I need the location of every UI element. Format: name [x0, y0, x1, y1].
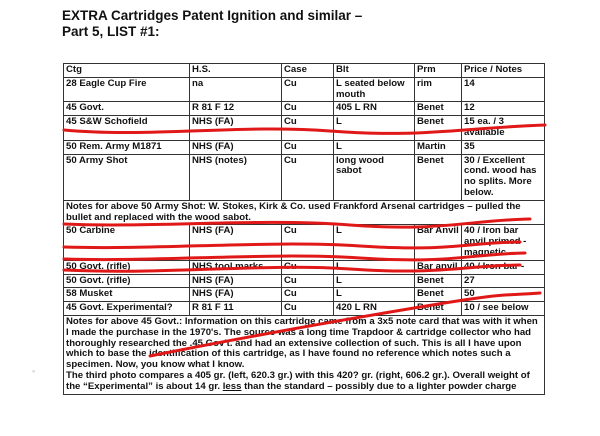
cell-hs: NHS (notes) [190, 154, 282, 200]
cell-price: 30 / Excellent cond. wood has no splits. More below. [462, 154, 545, 200]
cell-hs: R 81 F 12 [190, 102, 282, 116]
cell-ctg: 45 S&W Schofield [64, 116, 190, 141]
cell-blt: L [334, 116, 415, 141]
note-army-shot: Notes for above 50 Army Shot: W. Stokes, Kirk & Co. used Frankford Arsenal cartridges – pulled the bullet and replaced with the wood sabot. [64, 200, 545, 225]
cell-ctg: 45 Govt. [64, 102, 190, 116]
cell-case: Cu [282, 288, 334, 302]
note-row-army-shot [64, 200, 545, 225]
col-header-ctg: Ctg [64, 64, 190, 78]
cell-prm: Benet [415, 102, 462, 116]
cell-ctg: 50 Carbine [64, 225, 190, 260]
table-row-struck [64, 140, 545, 154]
cartridge-table [63, 63, 545, 395]
table-row [64, 154, 545, 200]
note-row-govt [64, 315, 545, 394]
cell-blt: L [334, 288, 415, 302]
cell-ctg: 45 Govt. Experimental? [64, 302, 190, 316]
document-title [62, 8, 362, 40]
cell-price: 14 [462, 77, 545, 102]
cell-blt: 405 L RN [334, 102, 415, 116]
cell-hs: R 81 F 11 [190, 302, 282, 316]
stray-mark: ◦ [32, 366, 36, 376]
cell-case: Cu [282, 274, 334, 288]
cell-price: 12 [462, 102, 545, 116]
cell-prm: rim [415, 77, 462, 102]
cell-hs: NHS (FA) [190, 288, 282, 302]
cell-case: Cu [282, 154, 334, 200]
col-header-price: Price / Notes [462, 64, 545, 78]
cell-ctg: 58 Musket [64, 288, 190, 302]
cell-ctg: 50 Rem. Army M1871 [64, 140, 190, 154]
col-header-prm: Prm [415, 64, 462, 78]
cell-hs: NHS (FA) [190, 274, 282, 288]
cell-case: Cu [282, 140, 334, 154]
table-row [64, 116, 545, 141]
cell-blt: L [334, 140, 415, 154]
cell-hs: NHS (FA) [190, 225, 282, 260]
cell-price: 10 / see below [462, 302, 545, 316]
table-row-struck [64, 302, 545, 316]
cell-blt: long wood sabot [334, 154, 415, 200]
table-row-struck [64, 288, 545, 302]
table-row [64, 225, 545, 260]
title-line-2: Part 5, LIST #1: [62, 24, 160, 39]
cell-prm: Benet [415, 288, 462, 302]
note-govt-text-a: The third photo compares a 405 gr. (left, 620.3 gr.) with this 420? gr. (right, 606.2 gr.). Overall weight of the “Experimental” is about 14 gr. [66, 369, 530, 392]
table-row-struck [64, 274, 545, 288]
cell-prm: Bar anvil [415, 260, 462, 274]
cell-price: 15 ea. / 3 available [462, 116, 545, 141]
table-header-row [64, 64, 545, 78]
cell-hs: NHS (FA) [190, 116, 282, 141]
cell-price: 27 [462, 274, 545, 288]
title-line-1: EXTRA Cartridges Patent Ignition and similar – [62, 8, 363, 23]
cell-price: 40 / Iron bar - [462, 260, 545, 274]
cell-case: Cu [282, 116, 334, 141]
cell-prm: Benet [415, 274, 462, 288]
cell-ctg: 50 Govt. (rifle) [64, 274, 190, 288]
cell-price: 50 [462, 288, 545, 302]
col-header-hs: H.S. [190, 64, 282, 78]
cell-blt: L seated below mouth [334, 77, 415, 102]
cell-ctg: 50 Govt. (rifle) [64, 260, 190, 274]
table-row-struck [64, 260, 545, 274]
cell-blt: L [334, 225, 415, 260]
note-govt-paragraph-1: Notes for above 45 Govt.: Information on this cartridge came from a 3x5 note card that was with it when I made the purchase in the 1970's. The source was a long time Trapdoor & cartridge collector who had thoroughly researched the .45 Gov't. and had an extensive collection of such. This is all I have upon which to base the identification of this cartridge, as I have found no reference which notes such a specimen. Now, you know what I know. [66, 315, 538, 371]
cell-blt: L [334, 274, 415, 288]
cell-hs: NHS (FA) [190, 140, 282, 154]
cell-ctg: 28 Eagle Cup Fire [64, 77, 190, 102]
cell-prm: Martin [415, 140, 462, 154]
cell-hs: na [190, 77, 282, 102]
cell-prm: Bar Anvil [415, 225, 462, 260]
cell-case: Cu [282, 302, 334, 316]
note-govt-underlined: less [222, 380, 242, 392]
cell-prm: Benet [415, 154, 462, 200]
cell-hs: NHS tool marks [190, 260, 282, 274]
cell-price: 40 / Iron bar anvil primed - magnetic [462, 225, 545, 260]
note-govt-text-b: than the standard – possibly due to a lighter powder charge [241, 380, 517, 392]
col-header-case: Case [282, 64, 334, 78]
cell-case: Cu [282, 225, 334, 260]
note-govt-paragraph-2 [66, 371, 542, 393]
note-govt [64, 315, 545, 394]
table-row [64, 77, 545, 102]
table-row [64, 102, 545, 116]
cell-case: Cu [282, 102, 334, 116]
cell-ctg: 50 Army Shot [64, 154, 190, 200]
col-header-blt: Blt [334, 64, 415, 78]
cell-prm: Benet [415, 302, 462, 316]
cell-blt: 420 L RN [334, 302, 415, 316]
cell-blt: L [334, 260, 415, 274]
cell-case: Cu [282, 260, 334, 274]
cell-case: Cu [282, 77, 334, 102]
cell-prm: Benet [415, 116, 462, 141]
cell-price: 35 [462, 140, 545, 154]
